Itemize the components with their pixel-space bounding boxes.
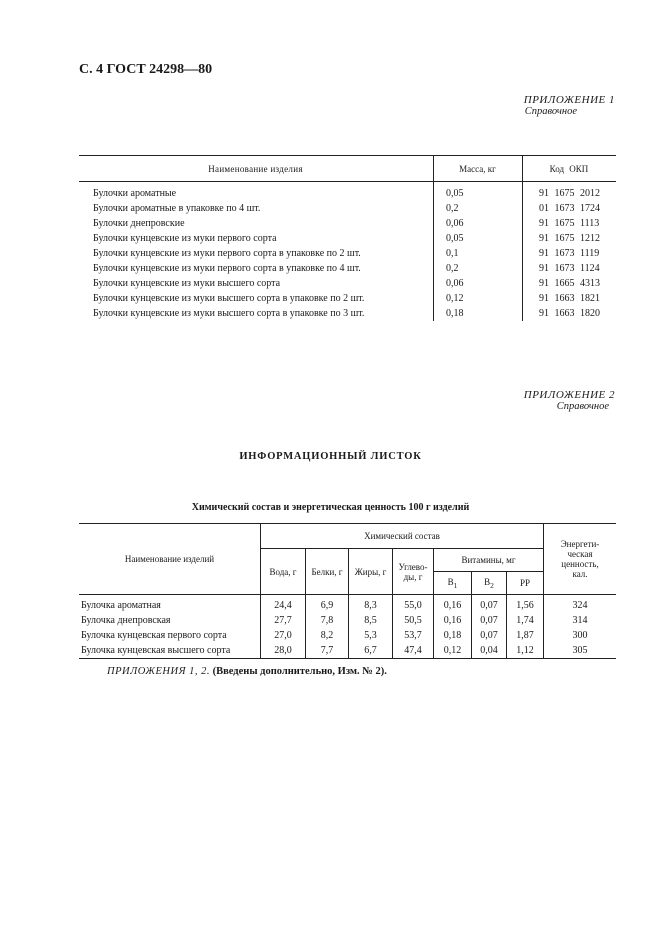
product-name-cell: Булочки кунцевские из муки первого сорта <box>93 233 277 244</box>
mass-cell: 0,12 <box>434 291 523 306</box>
pp-cell: 1,74 <box>507 613 544 628</box>
pp-cell: 1,12 <box>507 643 544 659</box>
product-codes-table <box>79 155 616 321</box>
table-row <box>79 276 616 291</box>
mass-cell: 0,06 <box>434 276 523 291</box>
b2-cell: 0,07 <box>472 628 507 643</box>
table-header-row <box>79 156 616 182</box>
vitamin-b-letter: B <box>447 576 454 587</box>
vitamin-b-letter: B <box>484 576 491 587</box>
okp-code-cell: 91 1663 1820 <box>523 306 617 321</box>
carbs-cell: 47,4 <box>393 643 434 659</box>
amendment-note-appendices: ПРИЛОЖЕНИЯ 1, 2. <box>107 666 210 677</box>
energy-cell: 305 <box>544 643 617 659</box>
product-name-cell: Булочки кунцевские из муки высшего сорта <box>93 278 281 289</box>
column-header-mass: Масса, кг <box>434 156 523 182</box>
product-name-cell: Булочки ароматные <box>93 188 177 199</box>
column-header-energy <box>544 524 617 595</box>
product-name-cell: Булочки кунцевские из муки высшего сорта в упаковке по 2 шт. <box>93 293 365 304</box>
mass-cell: 0,06 <box>434 216 523 231</box>
pp-cell: 1,87 <box>507 628 544 643</box>
table-row <box>79 261 616 276</box>
appendix-2-label: ПРИЛОЖЕНИЕ 2 <box>523 389 615 401</box>
okp-code-cell: 91 1673 1124 <box>523 261 617 276</box>
b1-cell: 0,16 <box>434 613 472 628</box>
energy-cell: 324 <box>544 595 617 614</box>
fat-cell: 5,3 <box>349 628 393 643</box>
page-header: С. 4 ГОСТ 24298—80 <box>79 62 213 77</box>
table-row <box>79 613 616 628</box>
protein-cell: 8,2 <box>306 628 349 643</box>
b1-cell: 0,12 <box>434 643 472 659</box>
b2-cell: 0,04 <box>472 643 507 659</box>
table-row <box>79 306 616 321</box>
column-header-code: Код ОКП <box>523 156 617 182</box>
mass-cell: 0,05 <box>434 182 523 202</box>
amendment-note <box>107 666 387 677</box>
mass-cell: 0,18 <box>434 306 523 321</box>
water-cell: 27,7 <box>261 613 306 628</box>
table-row <box>79 201 616 216</box>
appendix-2-subtitle: Справочное <box>556 401 609 412</box>
okp-code-cell: 91 1675 2012 <box>523 182 617 202</box>
product-name-cell: Булочка кунцевская первого сорта <box>81 630 227 641</box>
table-row <box>79 182 616 202</box>
water-cell: 24,4 <box>261 595 306 614</box>
product-name-cell: Булочка кунцевская высшего сорта <box>79 643 261 659</box>
mass-cell: 0,2 <box>434 261 523 276</box>
mass-cell: 0,1 <box>434 246 523 261</box>
water-cell: 27,0 <box>261 628 306 643</box>
b2-subscript: 2 <box>490 580 494 590</box>
b1-cell: 0,18 <box>434 628 472 643</box>
b1-cell: 0,16 <box>434 595 472 614</box>
product-name-cell: Булочки кунцевские из муки первого сорта в упаковке по 4 шт. <box>93 263 361 274</box>
table-header-row <box>79 524 616 549</box>
table-row <box>79 628 616 643</box>
energy-header-line-2: ческая <box>567 549 593 559</box>
amendment-note-text: (Введены дополнительно, Изм. № 2). <box>212 666 387 677</box>
okp-code-cell: 91 1675 1113 <box>523 216 617 231</box>
product-name-cell: Булочки ароматные в упаковке по 4 шт. <box>93 203 261 214</box>
okp-code-cell: 91 1675 1212 <box>523 231 617 246</box>
column-header-fat: Жиры, г <box>349 549 393 595</box>
carbs-cell: 55,0 <box>393 595 434 614</box>
column-header-b2 <box>472 572 507 595</box>
carbs-cell: 50,5 <box>393 613 434 628</box>
okp-code-cell: 91 1673 1119 <box>523 246 617 261</box>
column-header-chemical: Химический состав <box>261 524 544 549</box>
okp-code-cell: 01 1673 1724 <box>523 201 617 216</box>
column-header-vitamins: Витамины, мг <box>434 549 544 572</box>
product-name-cell: Булочки кунцевские из муки первого сорта в упаковке по 2 шт. <box>93 248 361 259</box>
water-cell: 28,0 <box>261 643 306 659</box>
pp-cell: 1,56 <box>507 595 544 614</box>
okp-code-cell: 91 1665 4313 <box>523 276 617 291</box>
nutrition-table <box>79 523 616 659</box>
appendix-1-subtitle: Справочное <box>524 106 577 117</box>
carbs-cell: 53,7 <box>393 628 434 643</box>
protein-cell: 6,9 <box>306 595 349 614</box>
table-row <box>79 643 616 659</box>
energy-cell: 314 <box>544 613 617 628</box>
protein-cell: 7,8 <box>306 613 349 628</box>
column-header-pp: PP <box>507 572 544 595</box>
energy-cell: 300 <box>544 628 617 643</box>
column-header-carbs <box>393 549 434 595</box>
table-row <box>79 231 616 246</box>
carbs-header-line-1: Углево- <box>398 561 428 572</box>
fat-cell: 8,5 <box>349 613 393 628</box>
okp-code-cell: 91 1663 1821 <box>523 291 617 306</box>
product-name-cell: Булочка ароматная <box>81 600 161 611</box>
b1-subscript: 1 <box>453 580 458 590</box>
protein-cell: 7,7 <box>306 643 349 659</box>
column-header-protein: Белки, г <box>306 549 349 595</box>
product-name-cell: Булочки днепровские <box>93 218 185 229</box>
table-row <box>79 595 616 614</box>
b2-cell: 0,07 <box>472 613 507 628</box>
mass-cell: 0,2 <box>434 201 523 216</box>
energy-header-line-4: кал. <box>572 569 588 579</box>
column-header-name: Наименование изделия <box>79 156 434 182</box>
mass-cell: 0,05 <box>434 231 523 246</box>
table-row <box>79 291 616 306</box>
column-header-b1 <box>434 572 472 595</box>
column-header-name: Наименование изделий <box>79 524 261 595</box>
energy-header-line-1: Энергети- <box>560 539 600 549</box>
appendix-1-label: ПРИЛОЖЕНИЕ 1 <box>523 94 615 106</box>
nutrition-table-caption: Химический состав и энергетическая ценность 100 г изделий <box>191 502 470 513</box>
b2-cell: 0,07 <box>472 595 507 614</box>
carbs-header-line-2: ды, г <box>403 571 423 582</box>
table-row <box>79 216 616 231</box>
fat-cell: 8,3 <box>349 595 393 614</box>
product-name-cell: Булочки кунцевские из муки высшего сорта в упаковке по 3 шт. <box>93 308 365 319</box>
energy-header-line-3: ценность, <box>561 559 599 569</box>
fat-cell: 6,7 <box>349 643 393 659</box>
info-sheet-title: ИНФОРМАЦИОННЫЙ ЛИСТОК <box>239 451 422 462</box>
product-name-cell: Булочка днепровская <box>81 615 171 626</box>
table-row <box>79 246 616 261</box>
column-header-water: Вода, г <box>261 549 306 595</box>
